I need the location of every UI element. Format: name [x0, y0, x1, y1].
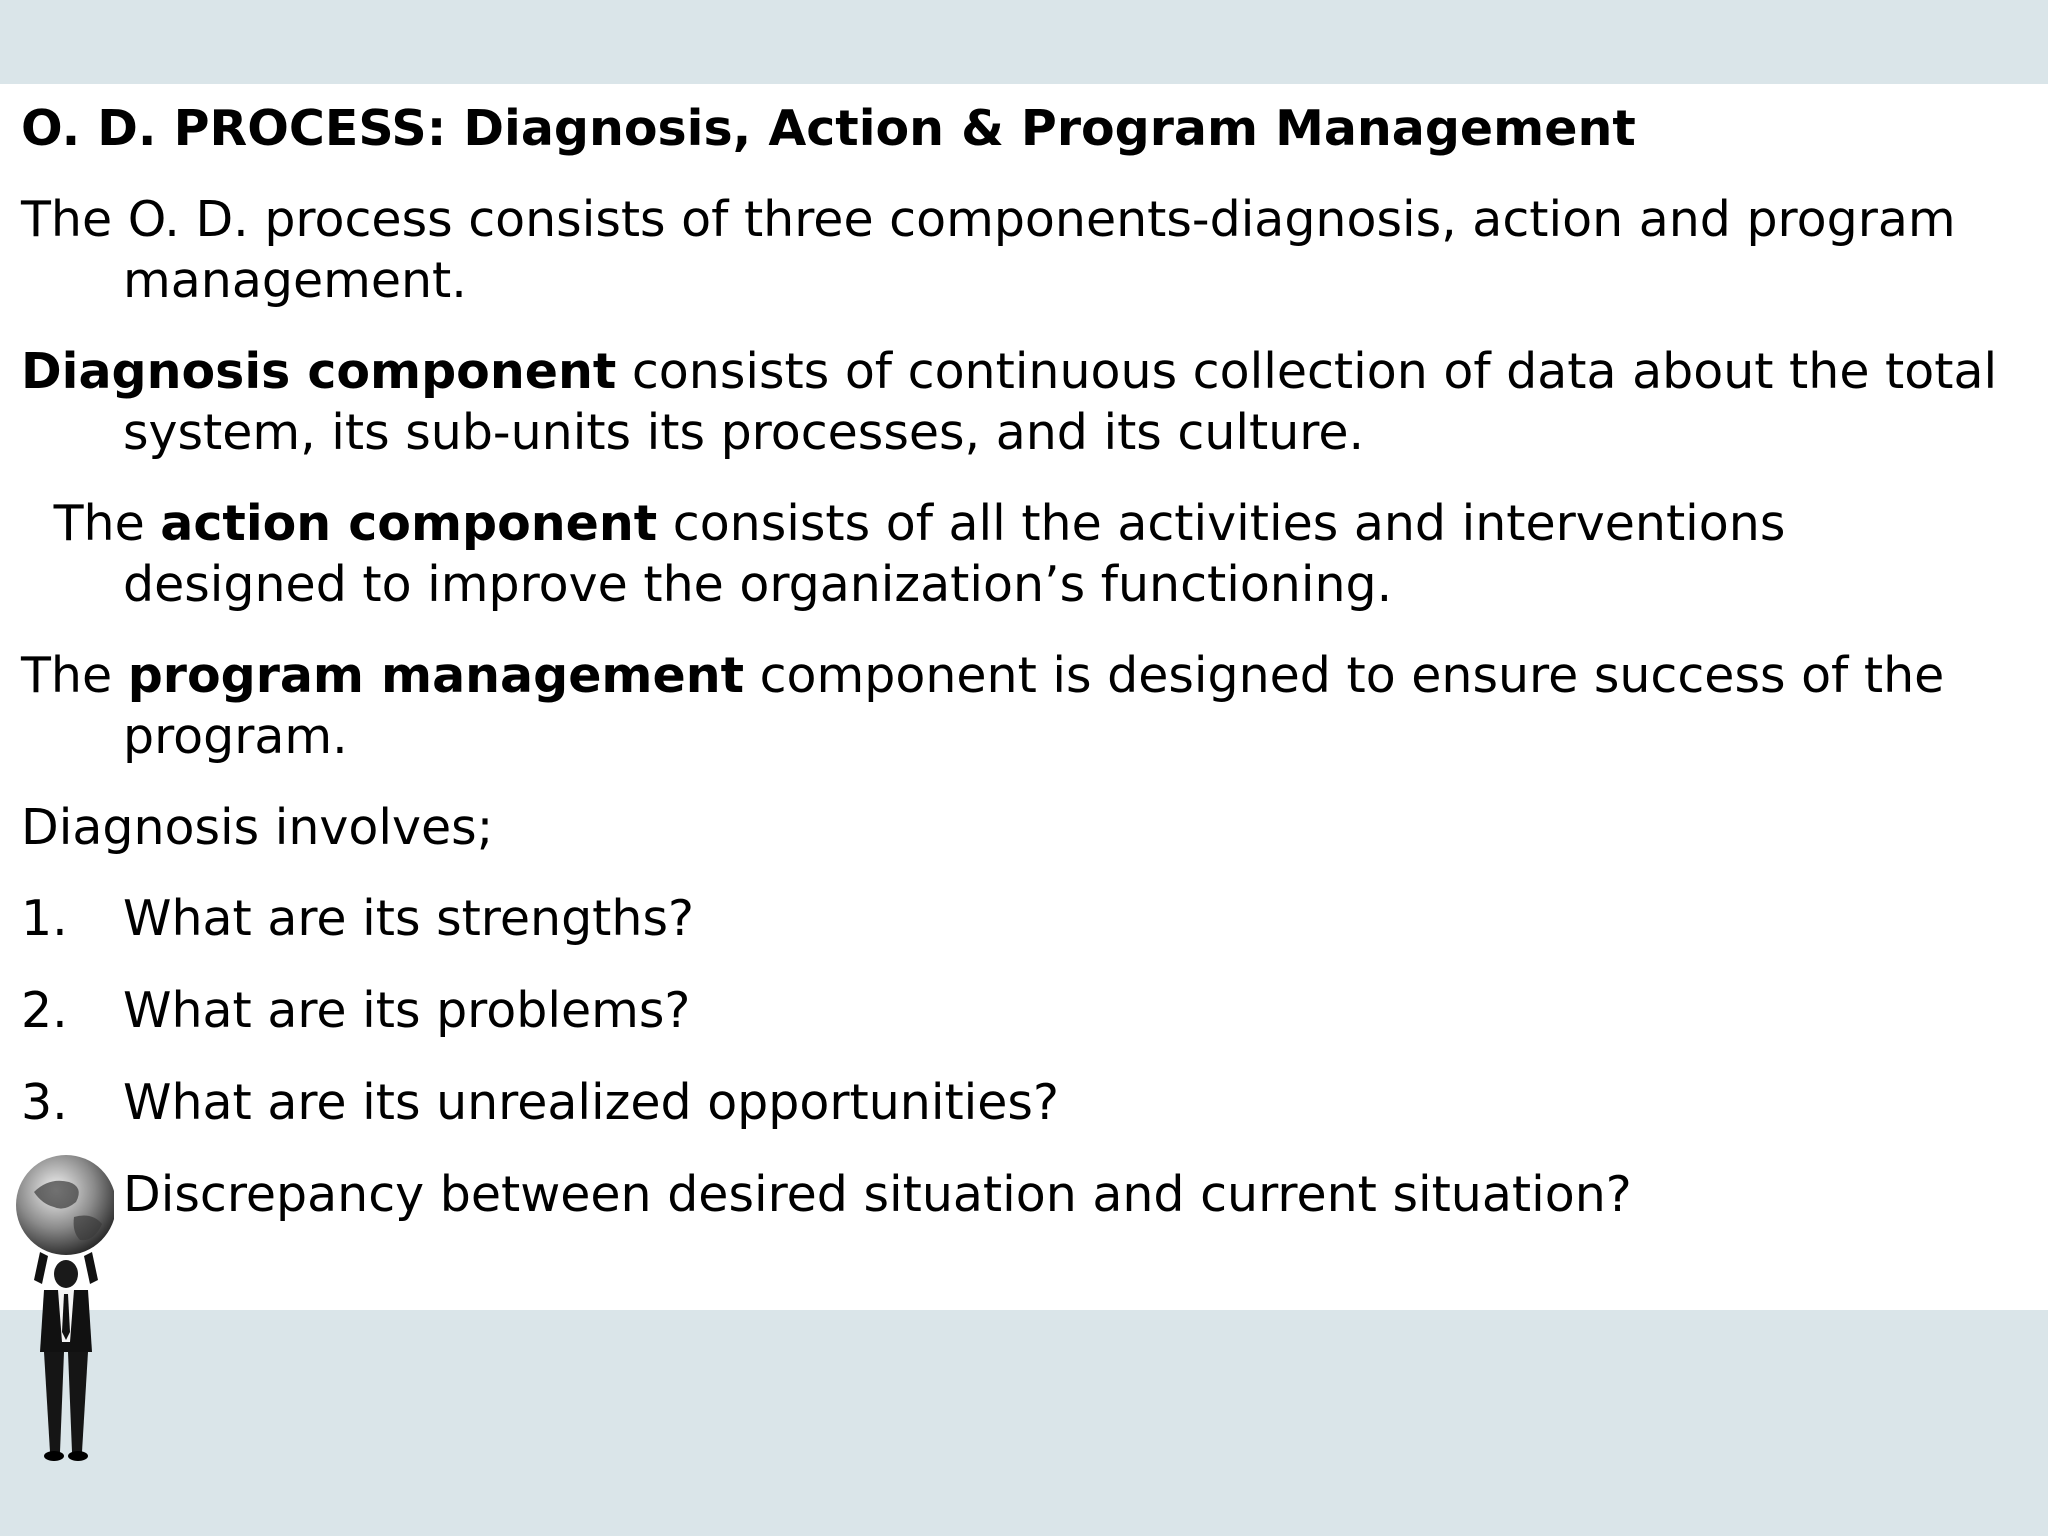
list-text: What are its problems?: [123, 982, 691, 1039]
list-number: 2.: [21, 982, 68, 1039]
diagnosis-paragraph: [21, 341, 2021, 463]
action-text: consists of all the activities and interventions designed to improve the organization’s functioning.: [123, 495, 1786, 613]
bottom-band: [0, 1310, 2048, 1536]
list-text: What are its unrealized opportunities?: [123, 1074, 1059, 1131]
program-term: program management: [127, 647, 745, 704]
man-holding-globe-icon: [14, 1152, 114, 1468]
list-item: [21, 888, 2021, 949]
program-prefix: The: [21, 647, 128, 704]
involves-heading: Diagnosis involves;: [21, 799, 494, 856]
list-item: [21, 1164, 2021, 1225]
action-paragraph: [21, 493, 2021, 615]
program-text: component is designed to ensure success of the program.: [123, 647, 1945, 765]
diagnosis-text: consists of continuous collection of data about the total system, its sub-units its processes, and its culture.: [123, 343, 1998, 461]
list-text: What are its strengths?: [123, 890, 694, 947]
top-band: [0, 0, 2048, 84]
program-paragraph: [21, 645, 2021, 767]
list-number: 1.: [21, 890, 68, 947]
diagnosis-list: [21, 888, 2021, 1225]
intro-paragraph: The O. D. process consists of three components-diagnosis, action and program management.: [21, 191, 1956, 309]
list-item: [21, 1072, 2021, 1133]
diagnosis-term: Diagnosis component: [21, 343, 617, 400]
slide-title: O. D. PROCESS: Diagnosis, Action & Program Management: [21, 100, 1636, 157]
action-prefix: The: [38, 495, 161, 552]
action-term: action component: [160, 495, 658, 552]
list-item: [21, 980, 2021, 1041]
list-text: Discrepancy between desired situation and current situation?: [123, 1166, 1632, 1223]
list-number: 3.: [21, 1074, 68, 1131]
slide-content: [21, 98, 2021, 1256]
